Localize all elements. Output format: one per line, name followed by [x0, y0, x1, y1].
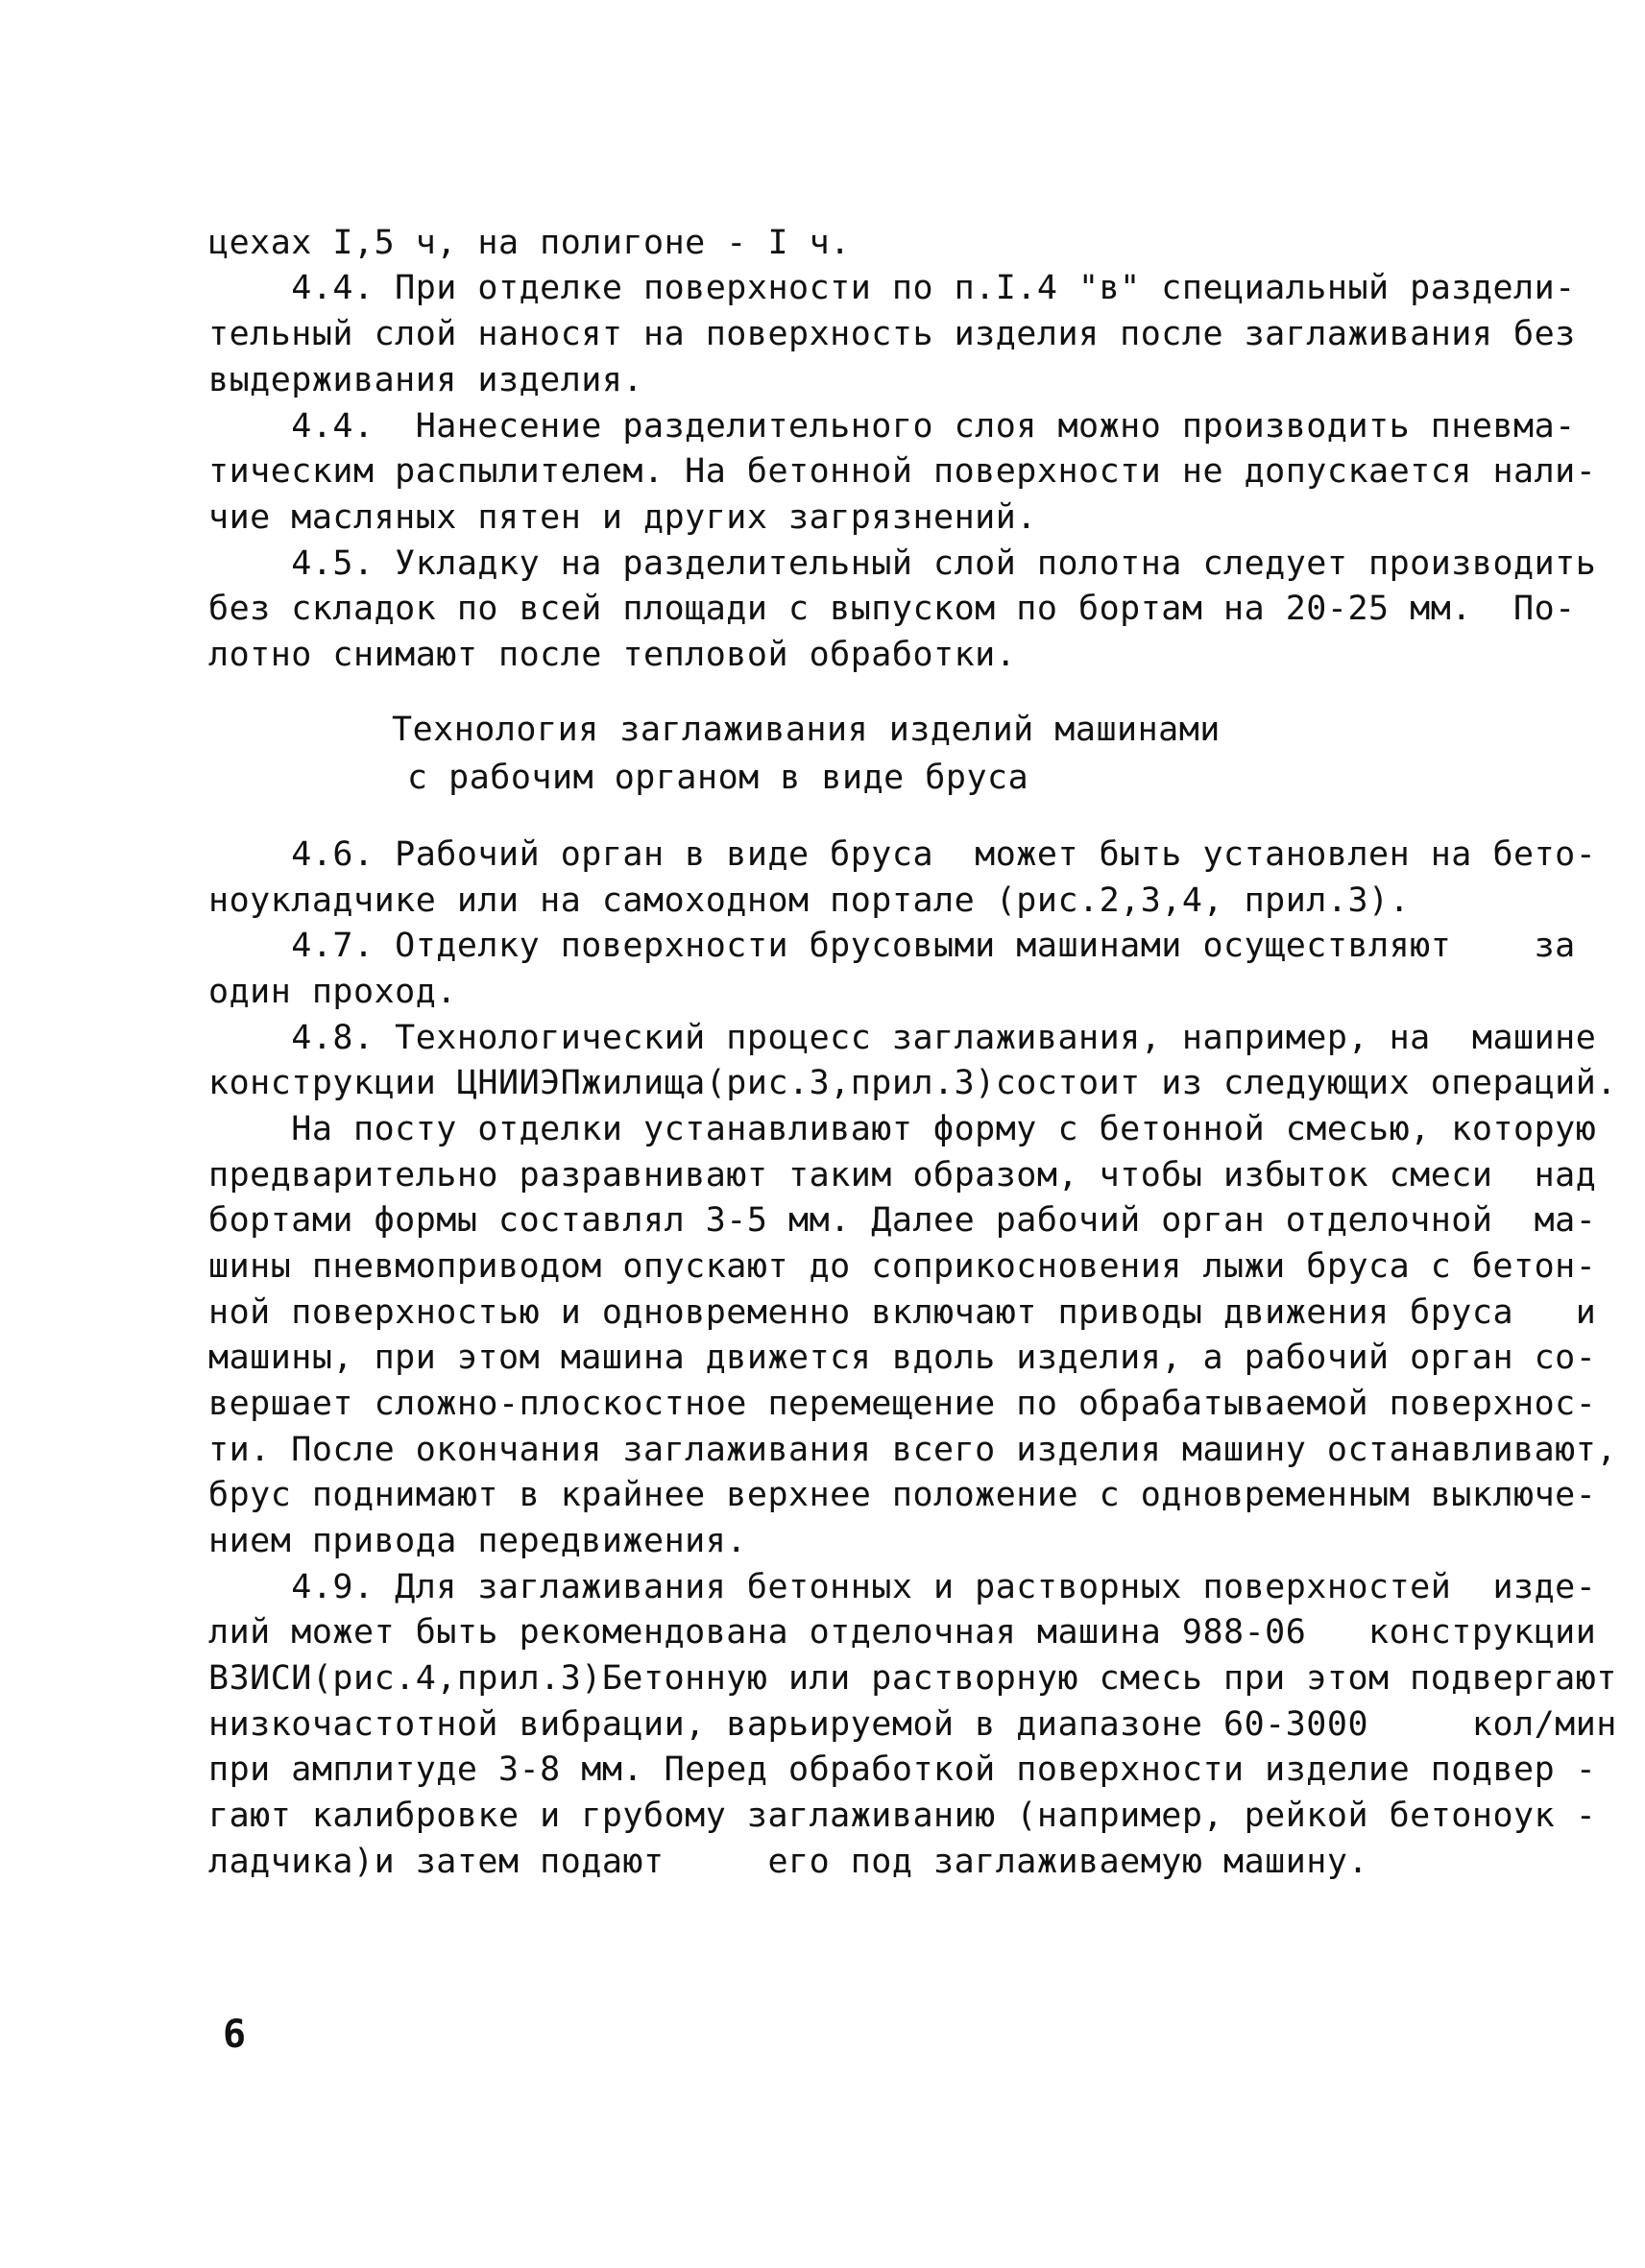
- text-line: при амплитуде 3-8 мм. Перед обработкой поверхности изделие подвер -: [208, 1750, 1597, 1789]
- text-line: нием привода передвижения.: [208, 1522, 747, 1560]
- text-line: предварительно разравнивают таким образом, чтобы избыток смеси над: [208, 1156, 1597, 1194]
- text-line: ладчика)и затем подают его под заглаживаемую машину.: [208, 1843, 1369, 1881]
- text-line: конструкции ЦНИИЭПжилища(рис.3,прил.3)состоит из следующих операций.: [208, 1064, 1617, 1102]
- section-heading: с рабочим органом в виде бруса: [407, 759, 1029, 797]
- text-line: цехах I,5 ч, на полигоне - I ч.: [208, 224, 851, 262]
- text-line: машины, при этом машина движется вдоль изделия, а рабочий орган со-: [208, 1339, 1597, 1377]
- text-line: ноукладчике или на самоходном портале (рис.2,3,4, прил.3).: [208, 881, 1411, 920]
- text-line: лий может быть рекомендована отделочная машина 988-06 конструкции: [208, 1613, 1597, 1652]
- text-line: На посту отделки устанавливают форму с бетонной смесью, которую: [208, 1110, 1597, 1148]
- text-line: низкочастотной вибрации, варьируемой в диапазоне 60-3000 кол/мин: [208, 1705, 1617, 1744]
- text-line: тическим распылителем. На бетонной поверхности не допускается нали-: [208, 452, 1597, 491]
- text-line: гают калибровке и грубому заглаживанию (например, рейкой бетоноук -: [208, 1797, 1597, 1835]
- text-line: ной поверхностью и одновременно включают приводы движения бруса и: [208, 1293, 1597, 1332]
- text-line: тельный слой наносят на поверхность изделия после заглаживания без: [208, 315, 1576, 353]
- text-line: без складок по всей площади с выпуском по бортам на 20-25 мм. По-: [208, 590, 1576, 628]
- text-line: ти. После окончания заглаживания всего изделия машину останавливают,: [208, 1431, 1617, 1469]
- text-line: вершает сложно-плоскостное перемещение по обрабатываемой поверхнос-: [208, 1385, 1597, 1423]
- section-heading: Технология заглаживания изделий машинами: [392, 711, 1221, 749]
- text-line: 4.6. Рабочий орган в виде бруса может быть установлен на бето-: [208, 835, 1597, 874]
- text-line: ВЗИСИ(рис.4,прил.3)Бетонную или растворную смесь при этом подвергают: [208, 1659, 1617, 1698]
- text-line: 4.9. Для заглаживания бетонных и растворных поверхностей изде-: [208, 1568, 1597, 1606]
- text-line: 4.5. Укладку на разделительный слой полотна следует производить: [208, 544, 1597, 583]
- text-line: 4.8. Технологический процесс заглаживания, например, на машине: [208, 1019, 1597, 1057]
- text-line: шины пневмоприводом опускают до соприкосновения лыжи бруса с бетон-: [208, 1247, 1597, 1286]
- text-line: выдерживания изделия.: [208, 361, 644, 399]
- text-line: 4.4. При отделке поверхности по п.I.4 "в" специальный раздели-: [208, 269, 1576, 307]
- text-line: лотно снимают после тепловой обработки.: [208, 636, 1017, 674]
- page-number: 6: [223, 2013, 247, 2057]
- text-line: чие масляных пятен и других загрязнений.: [208, 498, 1037, 537]
- text-line: 4.7. Отделку поверхности брусовыми машинами осуществляют за: [208, 927, 1576, 965]
- text-line: бортами формы составлял 3-5 мм. Далее рабочий орган отделочной ма-: [208, 1201, 1597, 1240]
- text-line: один проход.: [208, 973, 457, 1011]
- text-line: 4.4. Нанесение разделительного слоя можно производить пневма-: [208, 407, 1576, 446]
- text-line: брус поднимают в крайнее верхнее положение с одновременным выключе-: [208, 1476, 1597, 1514]
